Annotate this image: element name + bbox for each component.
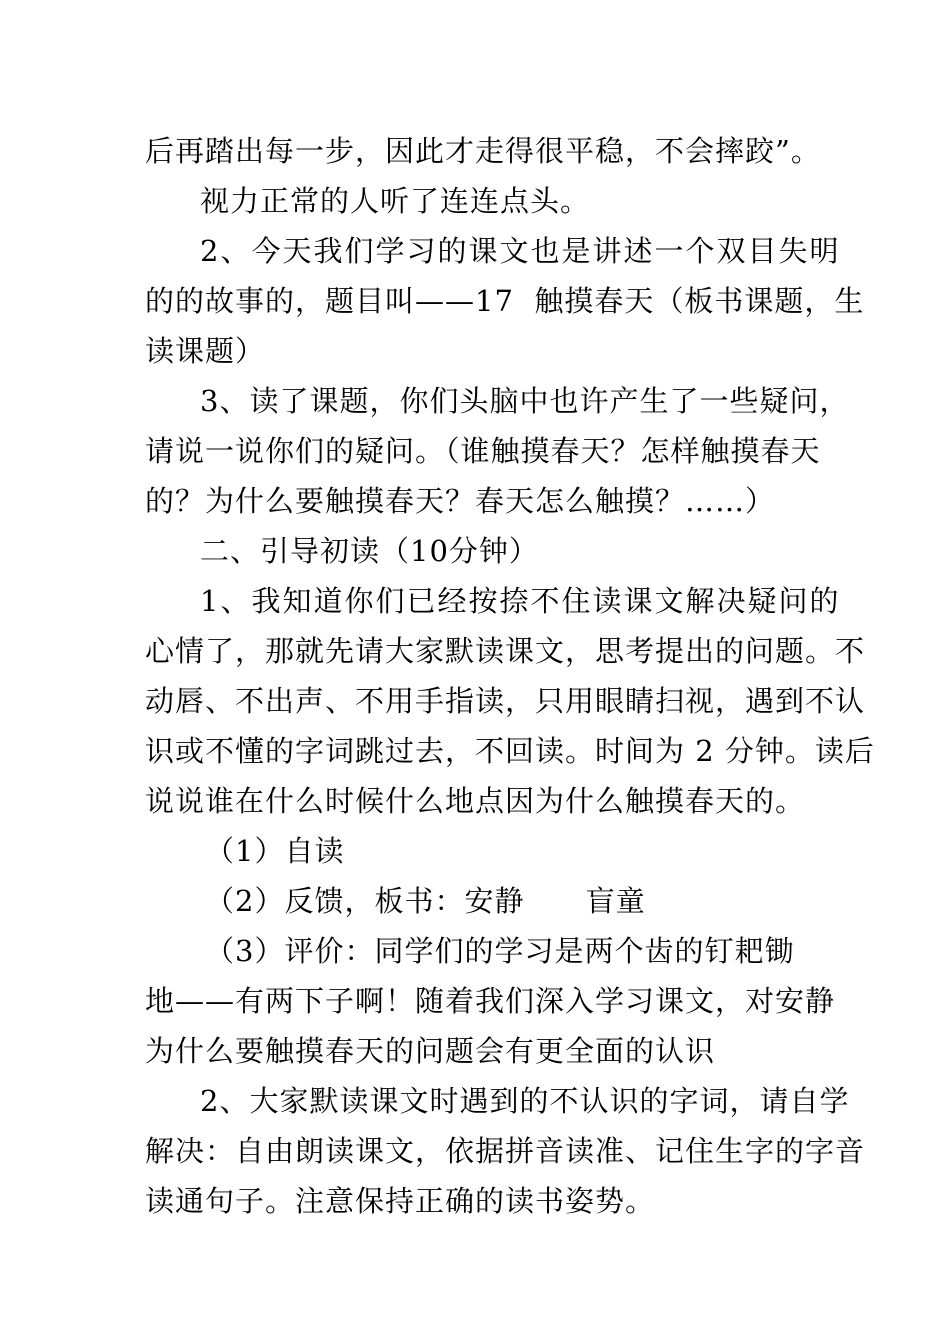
text-line: 解决：自由朗读课文，依据拼音读准、记住生字的字音: [145, 1134, 866, 1168]
text-line: 3、读了课题，你们头脑中也许产生了一些疑问，: [200, 384, 850, 418]
text-line: （1）自读: [205, 834, 345, 868]
text-line: （3）评价：同学们的学习是两个齿的钉耙锄: [205, 934, 795, 968]
text-line: （2）反馈，板书：安静 盲童: [205, 884, 646, 918]
text-line: 心情了，那就先请大家默读课文，思考提出的问题。不: [145, 634, 866, 668]
text-line: 视力正常的人听了连连点头。: [200, 184, 591, 218]
text-line: 的？为什么要触摸春天？春天怎么触摸？……）: [145, 484, 776, 518]
text-line: 请说一说你们的疑问。（谁触摸春天？怎样触摸春天: [145, 434, 821, 468]
text-line: 识或不懂的字词跳过去，不回读。时间为 2 分钟。读后: [145, 734, 875, 768]
text-line: 后再踏出每一步，因此才走得很平稳，不会摔跤”。: [145, 134, 821, 168]
text-line: 说说谁在什么时候什么地点因为什么触摸春天的。: [145, 784, 806, 818]
text-line: 2、大家默读课文时遇到的不认识的字词，请自学: [200, 1084, 850, 1118]
text-line: 读通句子。注意保持正确的读书姿势。: [145, 1184, 656, 1218]
text-line: 为什么要触摸春天的问题会有更全面的认识: [145, 1034, 716, 1068]
text-line: 动唇、不出声、不用手指读，只用眼睛扫视，遇到不认: [145, 684, 866, 718]
text-line: 2、今天我们学习的课文也是讲述一个双目失明: [200, 234, 841, 268]
text-line: 1、我知道你们已经按捺不住读课文解决疑问的: [200, 584, 841, 618]
text-line: 读课题）: [145, 334, 266, 368]
text-line: 的的故事的，题目叫——17 触摸春天（板书课题，生: [145, 284, 865, 318]
text-line: 地——有两下子啊！随着我们深入学习课文，对安静: [145, 984, 836, 1018]
section-heading: 二、引导初读（10分钟）: [200, 534, 539, 568]
